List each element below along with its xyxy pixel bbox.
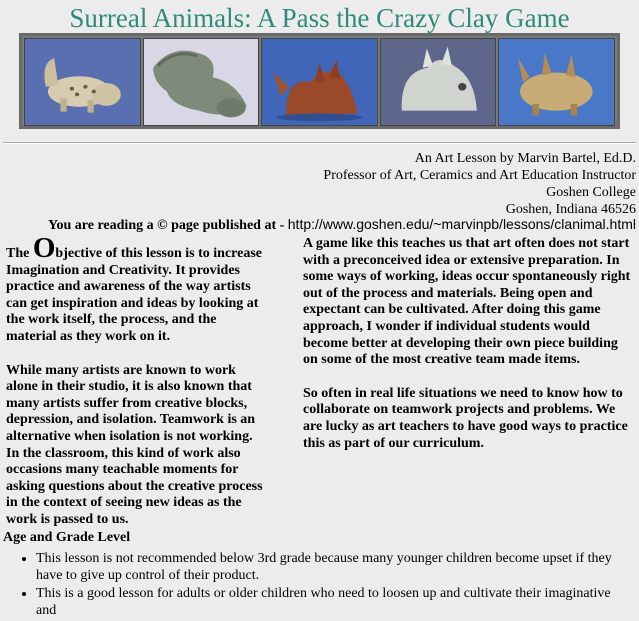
list-item: • This lesson is not recommended below 3rd grade because many younger children become upset if they have to give up control of their product. [36,551,631,584]
drop-cap: O [32,232,56,264]
teamwork-paragraph: While many artists are known to work alone in their studio, it is also known that many artists suffer from creative blocks, depression, and isolation. Teamwork is an alternative when isolation is not working. In the classroom, this kind of work also occasions many teachable moments for asking questions about the creative process in the context of seeing new ideas as the work is passed to us. [6,362,263,527]
photo-strip [19,33,620,129]
objective-paragraph [6,232,268,346]
objective-text: bjective of this lesson is to increase Imagination and Creativity. It provides practice and awareness of the way artists can get inspiration and ideas by looking at the work itself, the process, and the material as they work on it. [6,246,263,344]
credit-line: Goshen College [546,185,636,200]
credit-line: Professor of Art, Ceramics and Art Education Instructor [323,168,636,183]
collaboration-paragraph: So often in real life situations we need to know how to collaborate on teamwork projects and problems. We are lucky as art teachers to have good ways to practice this as part of our curriculum. [303,385,628,451]
clay-animal-photo-1 [24,38,141,126]
left-column [6,232,268,546]
author-credits [323,150,636,218]
reading-prefix: You are reading a © page published at - [47,218,288,233]
right-column [303,236,633,469]
game-paragraph: A game like this teaches us that art often does not start with a preconceived idea or extensive preparation. In some ways of working, ideas occur spontaneously right out of the process and materials. Being open and expectant can be cultivated. After doing this game approach, I wonder if individual students would become better at developing their own piece building on some of the most creative team made items. [303,236,631,368]
page-title: Surreal Animals: A Pass the Crazy Clay Game [69,3,570,33]
horizontal-rule [3,142,636,144]
credit-line: An Art Lesson by Marvin Bartel, Ed.D. [414,151,636,166]
age-grade-list [0,551,631,621]
clay-animal-photo-4 [380,38,497,126]
credit-line: Goshen, Indiana 46526 [505,202,636,217]
age-grade-heading: Age and Grade Level [3,530,131,545]
page-url: http://www.goshen.edu/~marvinpb/lessons/clanimal.html [287,216,636,232]
reading-notice [0,216,636,234]
list-item: • This is a good lesson for adults or older children who need to loosen up and cultivate their imaginative and [36,586,631,619]
clay-animal-photo-2 [143,38,260,126]
objective-the: The [6,246,33,261]
clay-animal-photo-3 [261,38,378,126]
clay-animal-photo-5 [498,38,615,126]
